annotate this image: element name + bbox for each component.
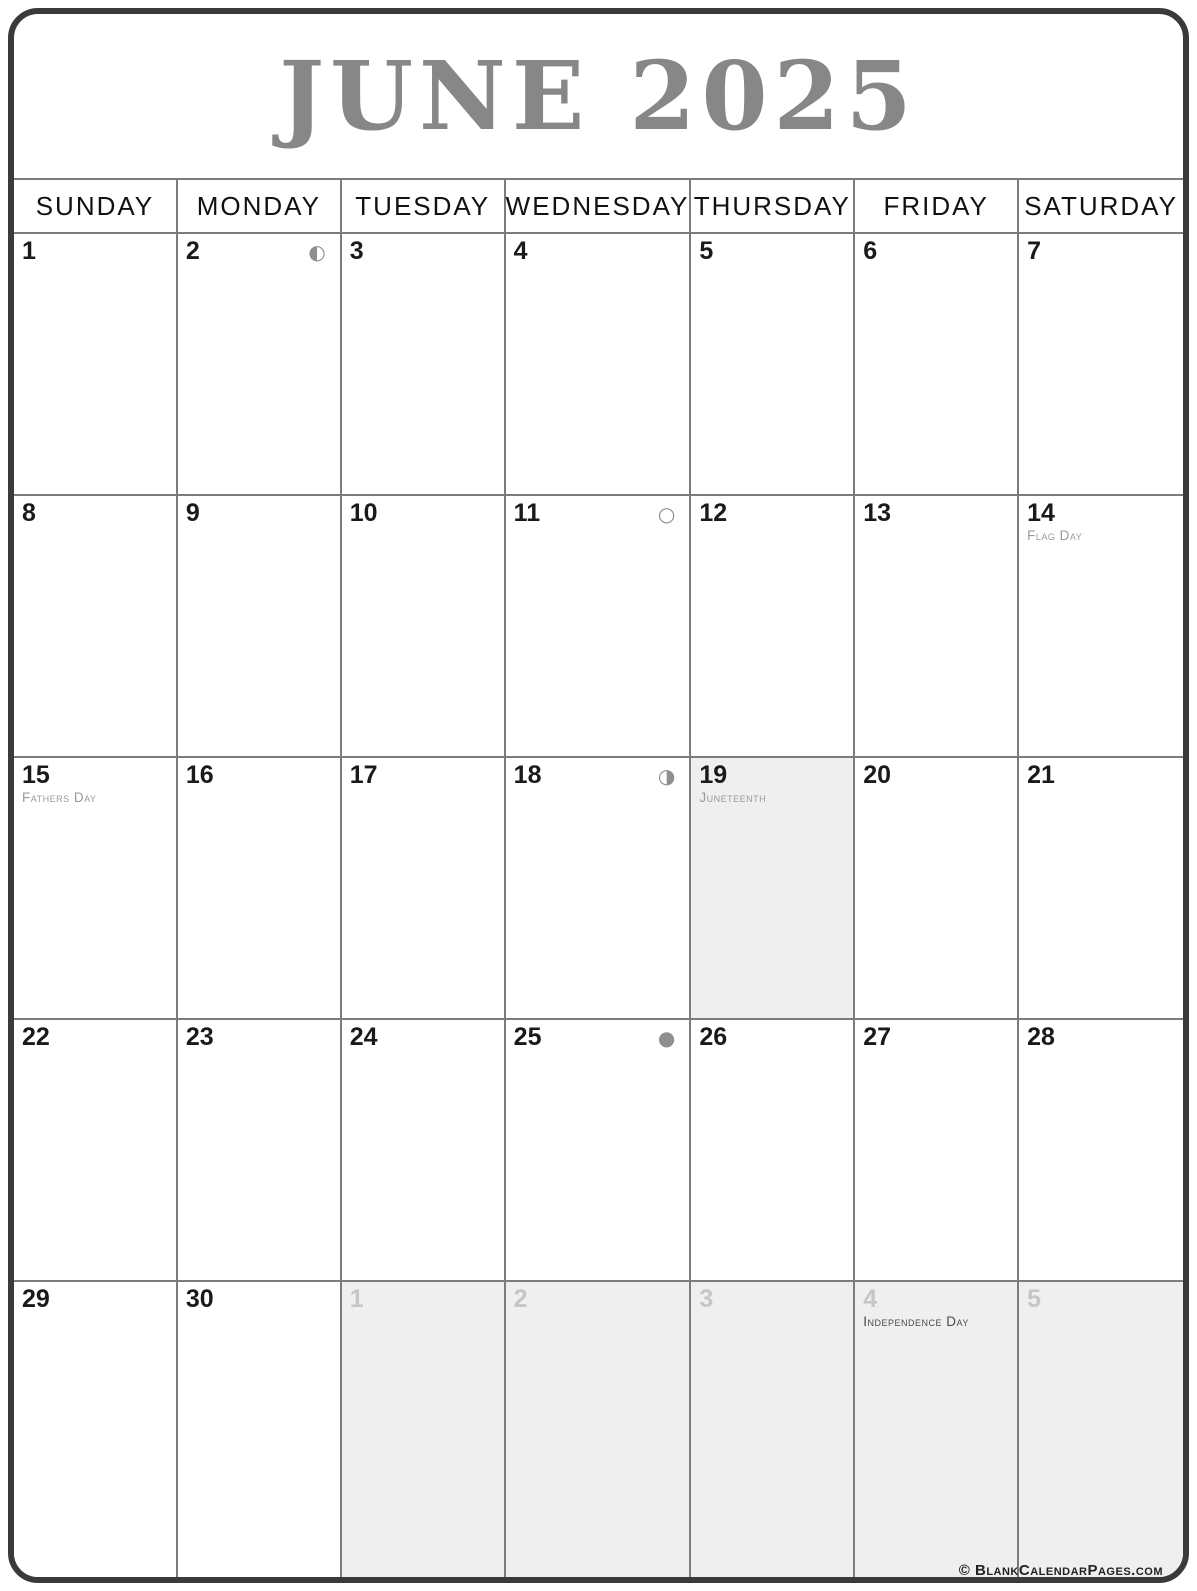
- cell-june-4: [506, 234, 692, 496]
- cell-june-17: [342, 758, 506, 1020]
- day-number: 17: [349, 761, 378, 789]
- first-quarter-icon: ◐: [308, 240, 326, 264]
- day-number: 15: [22, 761, 50, 789]
- day-number: 27: [863, 1023, 892, 1051]
- weekday-header-5: [855, 180, 1019, 234]
- day-number: 6: [863, 237, 878, 265]
- page-title: JUNE 2025: [279, 40, 918, 152]
- cell-june-12: [691, 496, 855, 758]
- cell-june-15: [14, 758, 178, 1020]
- cell-june-28: [1019, 1020, 1183, 1282]
- cell-july-3: [691, 1282, 855, 1577]
- day-number: 11: [513, 499, 541, 527]
- day-number: 26: [699, 1023, 728, 1051]
- cell-june-21: [1019, 758, 1183, 1020]
- weekday-header-4: [691, 180, 855, 234]
- day-number: 29: [22, 1285, 50, 1313]
- weekday-header-label: TUESDAY: [355, 190, 491, 221]
- holiday-label: Flag Day: [1027, 527, 1083, 543]
- cell-june-10: [342, 496, 506, 758]
- cell-june-13: [855, 496, 1019, 758]
- cell-june-9: [178, 496, 342, 758]
- cell-june-27: [855, 1020, 1019, 1282]
- day-number: 7: [1027, 237, 1042, 265]
- weekday-header-label: MONDAY: [196, 190, 321, 221]
- cell-june-5: [691, 234, 855, 496]
- day-number: 22: [22, 1023, 50, 1051]
- new-moon-icon: ●: [657, 1026, 676, 1050]
- day-number: 16: [185, 761, 214, 789]
- day-number: 8: [22, 499, 36, 527]
- calendar-grid: [14, 178, 1183, 1577]
- day-number: 3: [349, 237, 364, 265]
- footer-credit: © BlankCalendarPages.com: [958, 1562, 1163, 1579]
- day-number: 13: [863, 499, 892, 527]
- day-number: 3: [699, 1285, 714, 1313]
- cell-june-19: [691, 758, 855, 1020]
- holiday-label: Independence Day: [863, 1313, 969, 1329]
- cell-june-29: [14, 1282, 178, 1577]
- day-number: 4: [513, 237, 528, 265]
- day-number: 23: [185, 1023, 214, 1051]
- day-number: 20: [863, 761, 892, 789]
- day-number: 21: [1027, 761, 1055, 789]
- cell-june-30: [178, 1282, 342, 1577]
- cell-june-11: [506, 496, 692, 758]
- day-number: 4: [863, 1285, 878, 1313]
- cell-june-14: [1019, 496, 1183, 758]
- day-number: 18: [513, 761, 542, 789]
- cell-july-4: [855, 1282, 1019, 1577]
- weekday-header-label: FRIDAY: [883, 190, 989, 221]
- cell-june-22: [14, 1020, 178, 1282]
- day-number: 5: [699, 237, 714, 265]
- day-number: 9: [185, 499, 200, 527]
- day-number: 2: [185, 237, 200, 265]
- last-quarter-icon: ◑: [657, 764, 676, 788]
- cell-june-23: [178, 1020, 342, 1282]
- weekday-header-0: [14, 180, 178, 234]
- day-number: 28: [1027, 1023, 1055, 1051]
- cell-june-26: [691, 1020, 855, 1282]
- day-number: 10: [349, 499, 378, 527]
- cell-july-2: [506, 1282, 692, 1577]
- cell-june-24: [342, 1020, 506, 1282]
- day-number: 30: [185, 1285, 214, 1313]
- cell-july-1: [342, 1282, 506, 1577]
- cell-june-16: [178, 758, 342, 1020]
- full-moon-icon: ○: [657, 502, 676, 526]
- cell-june-7: [1019, 234, 1183, 496]
- day-number: 14: [1027, 499, 1055, 527]
- day-number: 19: [699, 761, 728, 789]
- weekday-header-2: [342, 180, 506, 234]
- day-number: 2: [513, 1285, 528, 1313]
- cell-june-8: [14, 496, 178, 758]
- weekday-header-3: [506, 180, 692, 234]
- day-number: 1: [22, 237, 36, 265]
- day-number: 1: [349, 1285, 364, 1313]
- day-number: 12: [699, 499, 728, 527]
- cell-june-20: [855, 758, 1019, 1020]
- calendar-frame: [8, 8, 1189, 1583]
- holiday-label: Fathers Day: [22, 789, 97, 805]
- weekday-header-label: SATURDAY: [1024, 190, 1178, 221]
- weekday-header-6: [1019, 180, 1183, 234]
- cell-june-6: [855, 234, 1019, 496]
- cell-june-18: [506, 758, 692, 1020]
- title-row: [14, 14, 1183, 178]
- cell-june-2: [178, 234, 342, 496]
- weekday-header-label: THURSDAY: [693, 190, 851, 221]
- weekday-header-label: SUNDAY: [35, 190, 155, 221]
- weekday-header-label: WEDNESDAY: [505, 190, 690, 221]
- cell-june-25: [506, 1020, 692, 1282]
- weekday-header-1: [178, 180, 342, 234]
- holiday-label: Juneteenth: [699, 789, 767, 805]
- day-number: 24: [349, 1023, 378, 1051]
- day-number: 5: [1027, 1285, 1042, 1313]
- cell-june-3: [342, 234, 506, 496]
- cell-july-5: [1019, 1282, 1183, 1577]
- day-number: 25: [513, 1023, 542, 1051]
- cell-june-1: [14, 234, 178, 496]
